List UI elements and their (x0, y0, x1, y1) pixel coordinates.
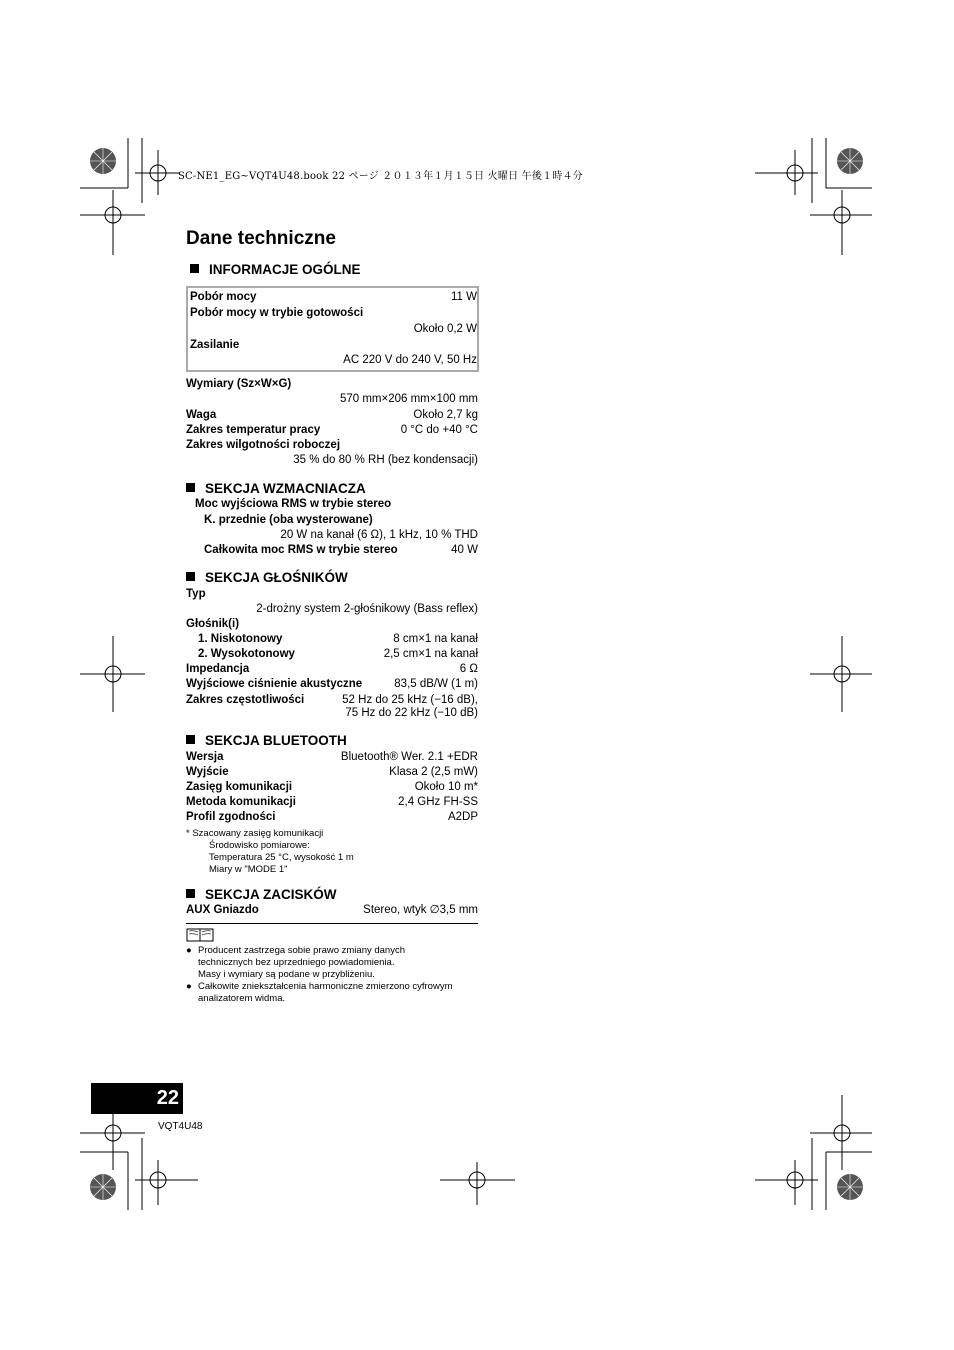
book-icon (186, 928, 214, 942)
spec-row: Zakres częstotliwości 52 Hz do 25 kHz (−16 dB), (186, 694, 478, 706)
power-box (186, 286, 479, 372)
page-title: Dane techniczne (186, 228, 336, 249)
spec-row: Zakres temperatur pracy 0 °C do +40 °C (186, 424, 478, 436)
footnote-line: * Szacowany zasięg komunikacji (186, 828, 324, 839)
spec-row: 75 Hz do 22 kHz (−10 dB) (345, 707, 478, 719)
spec-row: Pobór mocy w trybie gotowości (190, 307, 364, 319)
document-code: VQT4U48 (158, 1121, 203, 1132)
note-line: Całkowite zniekształcenia harmoniczne zmierzono cyfrowym (198, 981, 453, 992)
footnote-line: Temperatura 25 °C, wysokość 1 m (209, 852, 354, 863)
footnote-line: Miary w "MODE 1" (209, 864, 288, 875)
spec-row: Moc wyjściowa RMS w trybie stereo (195, 498, 392, 510)
section-title-bluetooth: SEKCJA BLUETOOTH (186, 733, 347, 748)
spec-row: Wersja Bluetooth® Wer. 2.1 +EDR (186, 751, 478, 763)
bullet-square (186, 572, 195, 581)
note-line: Masy i wymiary są podane w przybliżeniu. (198, 969, 375, 980)
spec-row: Metoda komunikacji 2,4 GHz FH-SS (186, 796, 478, 808)
spec-row: Wymiary (Sz×W×G) (186, 378, 292, 390)
spec-row: Głośnik(i) (186, 618, 240, 630)
spec-row: 20 W na kanał (6 Ω), 1 kHz, 10 % THD (280, 529, 478, 541)
footnote-line: Środowisko pomiarowe: (209, 840, 310, 851)
note-line: technicznych bez uprzedniego powiadomienia. (198, 957, 395, 968)
spec-row: Około 0,2 W (413, 323, 477, 335)
bullet-square (186, 483, 195, 492)
note-line: analizatorem widma. (198, 993, 286, 1004)
spec-row: Zakres wilgotności roboczej (186, 439, 341, 451)
spec-row: Profil zgodności A2DP (186, 811, 478, 823)
section-title-speakers: SEKCJA GŁOŚNIKÓW (186, 570, 348, 585)
bullet-square (190, 264, 199, 273)
spec-row: 2-drożny system 2-głośnikowy (Bass reflex) (256, 603, 478, 615)
spec-row: K. przednie (oba wysterowane) (204, 514, 373, 526)
spec-row: Wyjściowe ciśnienie akustyczne 83,5 dB/W (1 m) (186, 678, 478, 690)
spec-row: Impedancja 6 Ω (186, 663, 478, 675)
spec-row: 1. Niskotonowy 8 cm×1 na kanał (198, 633, 478, 645)
spec-row: Zasięg komunikacji Około 10 m* (186, 781, 478, 793)
note-bullet: ● (186, 945, 192, 956)
spec-row: 2. Wysokotonowy 2,5 cm×1 na kanał (198, 648, 478, 660)
page-number: 22 (91, 1083, 183, 1114)
section-title-general: INFORMACJE OGÓLNE (190, 262, 361, 277)
note-line: Producent zastrzega sobie prawo zmiany danych (198, 945, 406, 956)
bullet-square (186, 889, 195, 898)
spec-row: Waga Około 2,7 kg (186, 409, 478, 421)
spec-row: Całkowita moc RMS w trybie stereo 40 W (204, 544, 478, 556)
section-title-terminals: SEKCJA ZACISKÓW (186, 887, 337, 902)
spec-row: 35 % do 80 % RH (bez kondensacji) (293, 454, 478, 466)
spec-row: Pobór mocy 11 W (190, 291, 477, 303)
spec-row: Typ (186, 588, 206, 600)
bullet-square (186, 735, 195, 744)
divider (186, 923, 478, 924)
spec-row: AUX Gniazdo Stereo, wtyk ∅3,5 mm (186, 904, 478, 916)
note-bullet: ● (186, 981, 192, 992)
print-header: SC-NE1_EG~VQT4U48.book 22 ページ ２０１３年１月１５日 火曜日 午後１時４分 (178, 171, 583, 182)
section-title-amplifier: SEKCJA WZMACNIACZA (186, 481, 366, 496)
spec-row: 570 mm×206 mm×100 mm (339, 393, 478, 405)
spec-row: Zasilanie (190, 339, 240, 351)
spec-row: Wyjście Klasa 2 (2,5 mW) (186, 766, 478, 778)
spec-row: AC 220 V do 240 V, 50 Hz (343, 354, 477, 366)
